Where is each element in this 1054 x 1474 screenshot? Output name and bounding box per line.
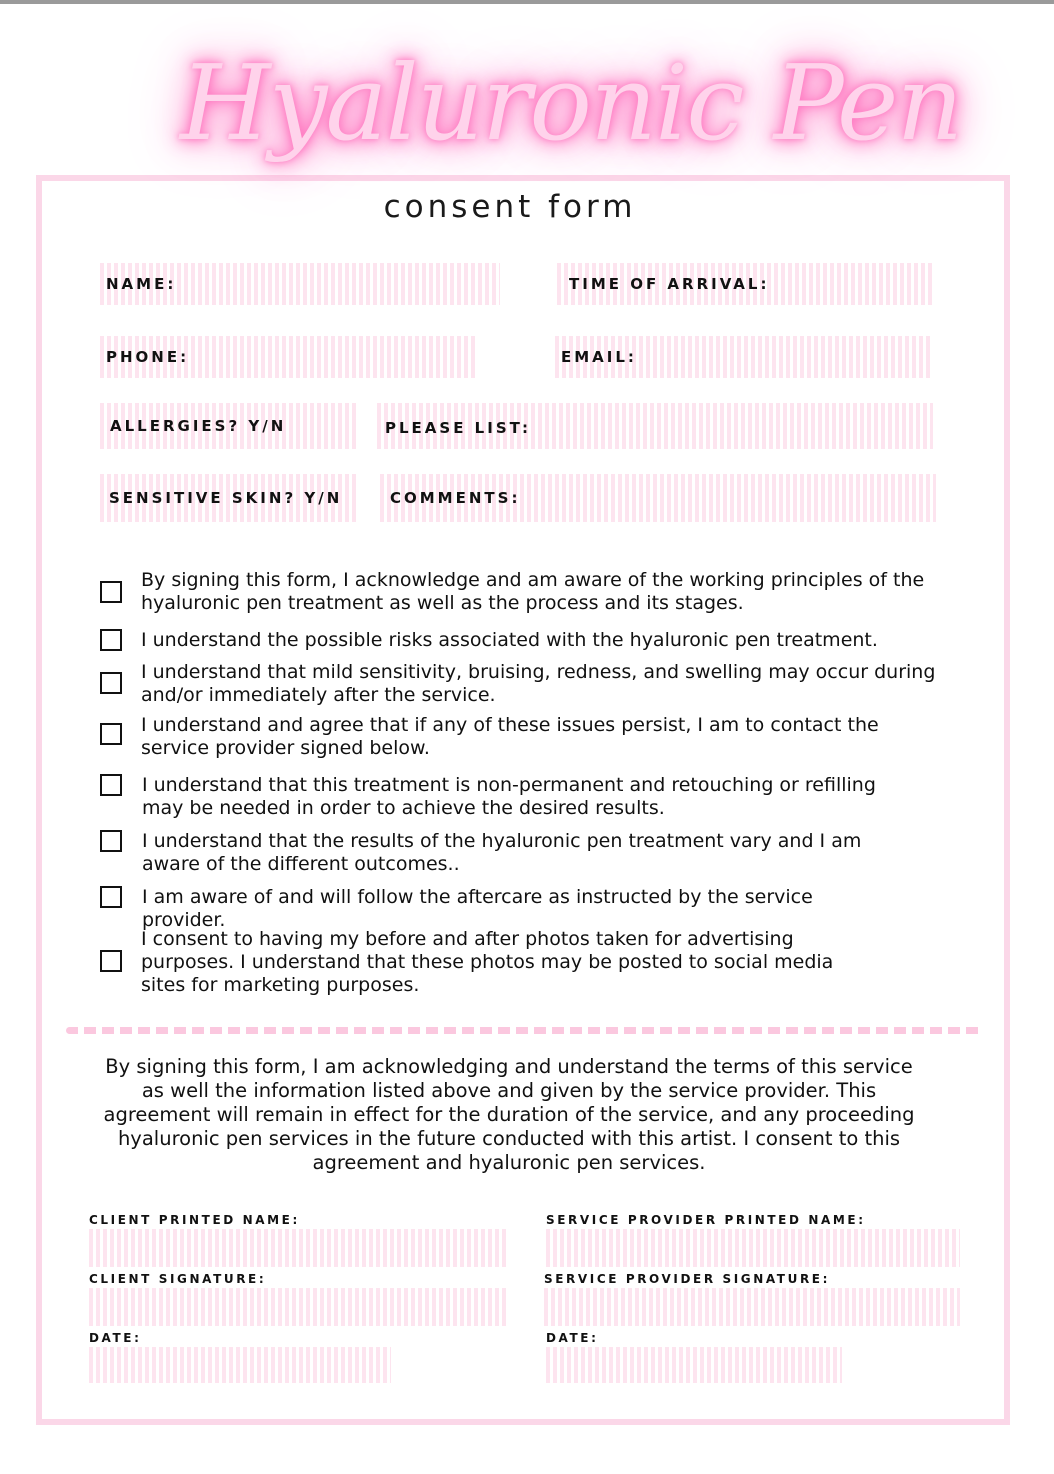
name-field[interactable]: [100, 263, 500, 305]
title-block: [180, 18, 962, 248]
provider-printed-name-label: SERVICE PROVIDER PRINTED NAME:: [546, 1213, 866, 1227]
acknowledgement-text: I am aware of and will follow the aftercare as instructed by the service provider.: [142, 886, 813, 931]
acknowledgement-item: [100, 774, 940, 824]
client-printed-name-label: CLIENT PRINTED NAME:: [89, 1213, 300, 1227]
please-list-label: PLEASE LIST:: [385, 419, 532, 437]
client-date-field[interactable]: [89, 1333, 391, 1383]
acknowledgement-text: I understand that mild sensitivity, bruising, redness, and swelling may occur during and/or immediately after the service.: [141, 661, 936, 706]
time-of-arrival-label: TIME OF ARRIVAL:: [569, 275, 770, 293]
email-field[interactable]: [555, 336, 933, 378]
acknowledgement-checkbox[interactable]: [100, 774, 122, 796]
acknowledgement-checkbox[interactable]: [100, 830, 122, 852]
comments-label: COMMENTS:: [390, 489, 521, 507]
client-signature-field[interactable]: [89, 1274, 509, 1326]
acknowledgement-item: [100, 714, 940, 764]
acknowledgement-checkbox[interactable]: [100, 886, 122, 908]
allergies-label: ALLERGIES? Y/N: [110, 417, 287, 435]
acknowledgement-text: I understand and agree that if any of these issues persist, I am to contact the service provider signed below.: [141, 714, 879, 759]
sensitive-skin-field[interactable]: [100, 474, 358, 522]
sensitive-skin-label: SENSITIVE SKIN? Y/N: [109, 489, 343, 507]
acknowledgement-text: I consent to having my before and after photos taken for advertising purposes. I understand that these photos may be posted to social media sites for marketing purposes.: [141, 928, 834, 996]
acknowledgement-checkbox[interactable]: [100, 581, 122, 603]
client-date-label: DATE:: [89, 1331, 142, 1345]
form-title: Hyaluronic Pen: [180, 42, 962, 164]
acknowledgement-text: I understand that the results of the hyaluronic pen treatment vary and I am aware of the different outcomes..: [142, 830, 862, 875]
please-list-field[interactable]: [377, 403, 933, 449]
phone-field[interactable]: [100, 336, 478, 378]
provider-date-label: DATE:: [546, 1331, 599, 1345]
acknowledgement-text: By signing this form, I acknowledge and am aware of the working principles of the hyaluronic pen treatment as well as the process and its stages.: [141, 569, 925, 614]
email-label: EMAIL:: [561, 348, 637, 366]
provider-printed-name-field[interactable]: [546, 1215, 960, 1267]
agreement-paragraph: By signing this form, I am acknowledging and understand the terms of this service as well the information listed above and given by the service provider. This agreement will remain in effect for the duration of the service, and any proceeding hyaluronic pen services in the future conducted with this artist. I consent to this agreement and hyaluronic pen services.: [103, 1055, 915, 1174]
name-label: NAME:: [106, 275, 177, 293]
acknowledgement-checkbox[interactable]: [100, 629, 122, 651]
acknowledgement-item: [100, 569, 940, 619]
top-border-line: [0, 0, 1054, 4]
acknowledgement-checkbox[interactable]: [100, 672, 122, 694]
provider-date-field[interactable]: [546, 1333, 842, 1383]
client-signature-label: CLIENT SIGNATURE:: [89, 1272, 267, 1286]
provider-signature-label: SERVICE PROVIDER SIGNATURE:: [544, 1272, 830, 1286]
acknowledgement-item: [100, 661, 940, 711]
allergies-field[interactable]: [100, 403, 358, 449]
comments-field[interactable]: [380, 474, 936, 522]
acknowledgement-text: I understand that this treatment is non-permanent and retouching or refilling may be needed in order to achieve the desired results.: [142, 774, 876, 819]
phone-label: PHONE:: [106, 348, 190, 366]
acknowledgement-checkbox[interactable]: [100, 950, 122, 972]
acknowledgement-text: I understand the possible risks associated with the hyaluronic pen treatment.: [141, 629, 878, 651]
form-subtitle: consent form: [360, 182, 660, 232]
time-of-arrival-field[interactable]: [557, 263, 933, 305]
acknowledgement-item: [100, 886, 940, 930]
acknowledgement-item: [100, 629, 940, 657]
client-printed-name-field[interactable]: [89, 1215, 509, 1267]
acknowledgement-item: [100, 830, 940, 880]
provider-signature-field[interactable]: [544, 1274, 960, 1326]
acknowledgement-item: [100, 928, 940, 998]
acknowledgement-checkbox[interactable]: [100, 723, 122, 745]
dotted-divider: [66, 1027, 982, 1034]
